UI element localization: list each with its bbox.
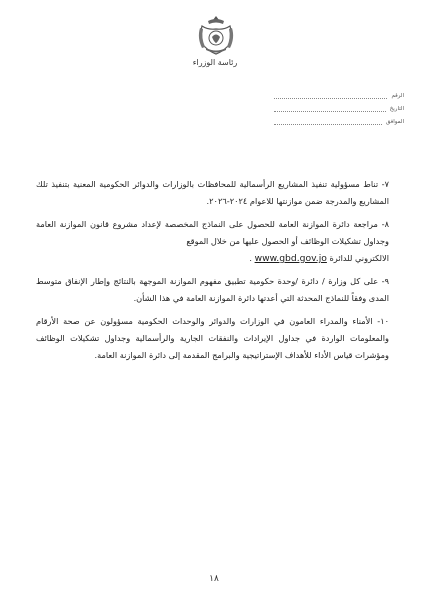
list-item-number: ١٠-	[377, 316, 389, 326]
website-line: الالكتروني للدائرة www.gbd.gov.jo .	[249, 253, 389, 264]
list-item-text: تناط مسؤولية تنفيذ المشاريع الرأسمالية للمحافظات بالوزارات والدوائر الحكومية المعنية بتنفيذ تلك المشاريع والمدرجة ضمن موازنتها للاعوام ٢٠٢٤-٢٠٢٦.	[36, 179, 389, 206]
reference-corresponding-line	[274, 117, 382, 125]
list-item-number: ٧-	[381, 179, 389, 189]
list-item-text: على كل وزارة / دائرة /وحدة حكومية تطبيق مفهوم الموازنة الموجهة بالنتائج وإطار الإنفاق متوسط المدى وفقاً للنماذج المحدثة التي أعدتها دائرة الموازنة العامة في هذا الشأن.	[36, 276, 389, 303]
reference-date-label: التاريخ	[389, 106, 404, 112]
reference-date-line	[274, 104, 386, 112]
list-item	[36, 176, 389, 210]
page-number: ١٨	[209, 574, 219, 584]
list-item-text: الأمناء والمدراء العامون في الوزارات والدوائر والوحدات الحكومية مسؤولون عن صحة الأرقام والمعلومات الواردة في جداول الإيرادات والنفقات الجارية والرأسمالية وجداول تشكيلات الوظائف ومؤشرات قياس الأداء للأهداف الإستراتيجية والبرامج المقدمة إلى دائرة الموازنة العامة.	[36, 316, 389, 360]
list-item-text: مراجعة دائرة الموازنة العامة للحصول على النماذج المخصصة لإعداد مشروع قانون الموازنة العامة وجداول تشكيلات الوظائف أو الحصول عليها من خلال الموقع	[36, 219, 389, 246]
list-item-number: ٩-	[381, 276, 389, 286]
list-item	[36, 313, 389, 364]
reference-date-row	[274, 99, 404, 112]
reference-block	[274, 86, 404, 125]
list-item-number: ٨-	[381, 219, 389, 229]
list-item	[36, 273, 389, 307]
reference-corresponding-row	[274, 112, 404, 125]
jordan-coat-of-arms-icon	[196, 14, 236, 56]
reference-number-line	[274, 91, 387, 99]
website-prefix: الالكتروني للدائرة	[329, 253, 389, 263]
list-item	[36, 216, 389, 267]
reference-number-row	[274, 86, 404, 99]
website-link[interactable]: www.gbd.gov.jo	[254, 253, 327, 264]
reference-corresponding-label: الموافق	[386, 119, 404, 125]
document-body	[36, 176, 389, 370]
reference-number-label: الرقم	[391, 93, 404, 99]
ministry-name: رئاسة الوزراء	[192, 58, 238, 67]
